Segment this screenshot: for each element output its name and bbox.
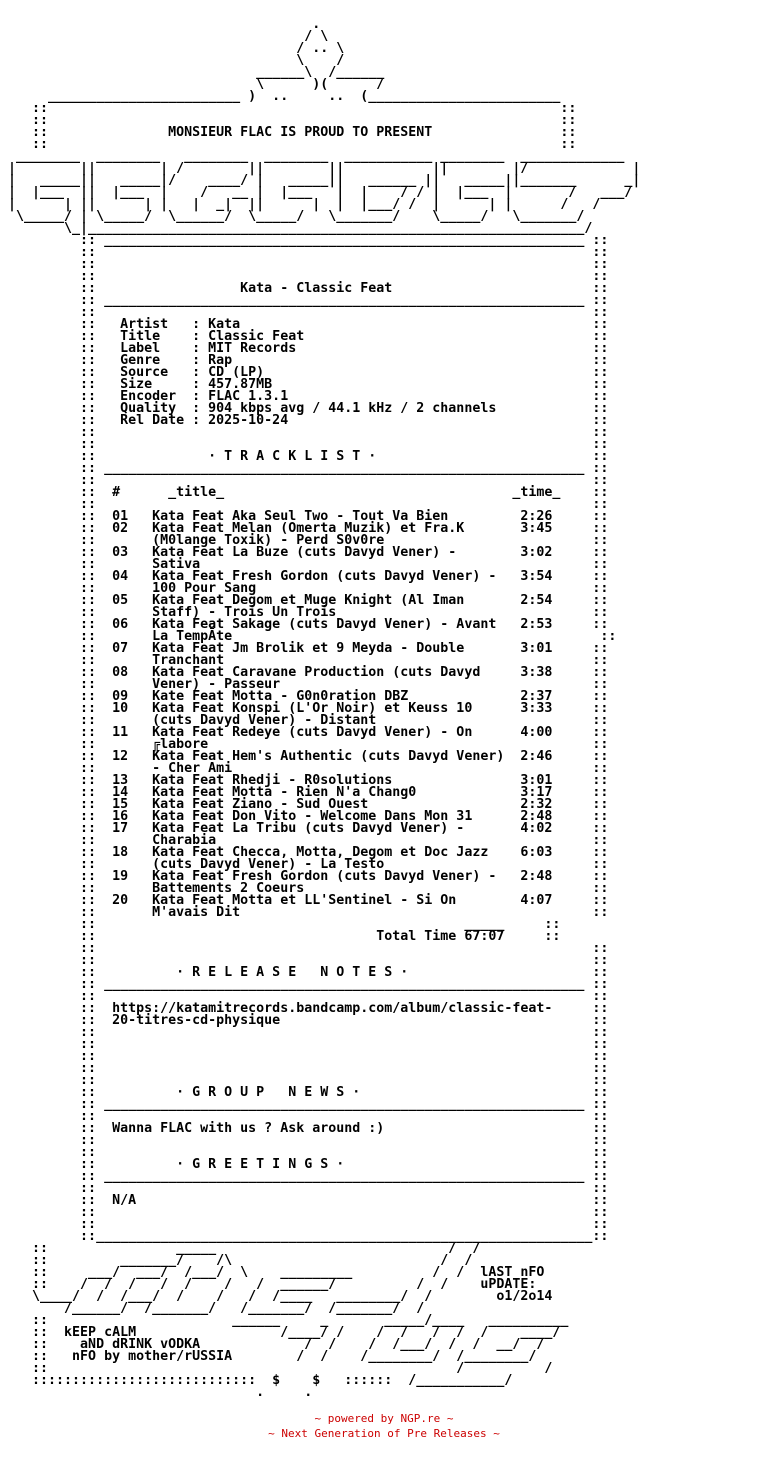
nfo-line: :: 20-titres-cd-physique ::	[0, 1013, 609, 1028]
nfo-line: :: 100 Pour Sang ::	[0, 581, 609, 596]
nfo-line: :: ::	[0, 425, 609, 440]
nfo-line: :: Kata - Classic Feat ::	[0, 281, 609, 296]
nfo-line: :: M'avais Dit ::	[0, 905, 609, 920]
nfo-line: :: Artist : Kata ::	[0, 317, 609, 332]
nfo-line: :: ::	[0, 473, 609, 488]
nfo-line: \ )( /	[0, 77, 385, 92]
nfo-line: ______\ /______	[0, 65, 385, 80]
nfo-line: :: 18 Kata Feat Checca, Motta, Degom et Doc Jazz 6:03 ::	[0, 845, 609, 860]
nfo-line: :: 02 Kata Feat Melan (Omerta Muzik) et Fra.K 3:45 ::	[0, 521, 609, 536]
nfo-line: :: ::	[0, 1025, 609, 1040]
nfo-line: :: 10 Kata Feat Konspi (L'Or Noir) et Keuss 10 3:33 ::	[0, 701, 609, 716]
nfo-line: :: 13 Kata Feat Rhedji - R0solutions 3:01 ::	[0, 773, 609, 788]
nfo-line: :: https://katamitrecords.bandcamp.com/album/classic-feat- ::	[0, 1001, 609, 1016]
nfo-line: :: kEEP cALM /____/ / / / / / / ____/	[0, 1325, 561, 1340]
nfo-line: | | || | | | _| || | | |___/ / | | | / /	[0, 197, 601, 212]
nfo-line: :: ::	[0, 1073, 609, 1088]
nfo-line: :: 08 Kata Feat Caravane Production (cuts Davyd 3:38 ::	[0, 665, 609, 680]
nfo-line: :: Label : MIT Records ::	[0, 341, 609, 356]
nfo-line: :: ::	[0, 989, 609, 1004]
nfo-line: :: ::	[0, 1145, 609, 1160]
nfo-line: ________ ________ ________ ________ ___________ ________ _____________	[0, 149, 625, 164]
nfo-line: :: ::	[0, 1181, 609, 1196]
nfo-line: :: 09 Kate Feat Motta - G0n0ration DBZ 2:37 ::	[0, 689, 609, 704]
nfo-line: :: ::	[0, 437, 609, 452]
nfo-line: :: 07 Kata Feat Jm Brolik et 9 Meyda - Double 3:01 ::	[0, 641, 609, 656]
nfo-line: :: ::	[0, 1217, 609, 1232]
nfo-line: :: 20 Kata Feat Motta et LL'Sentinel - Si On 4:07 ::	[0, 893, 609, 908]
nfo-line: :: _______/ /\ / /	[0, 1253, 473, 1268]
footer	[0, 1411, 768, 1441]
nfo-line: :: Source : CD (LP) ::	[0, 365, 609, 380]
nfo-line: / .. \	[0, 41, 345, 56]
nfo-line: | _____|| _____|/ ____/ | _____|| ______ || _____||_______ _|	[0, 173, 641, 188]
nfo-line: :: _____ / /	[0, 1241, 481, 1256]
nfo-line: :: · G R O U P N E W S · ::	[0, 1085, 609, 1100]
nfo-line: :: 06 Kata Feat Sakage (cuts Davyd Vener) - Avant 2:53 ::	[0, 617, 609, 632]
nfo-line: :: ____________________________________________________________ ::	[0, 977, 609, 992]
nfo-line: :: 01 Kata Feat Aka Seul Two - Tout Va Bien 2:26 ::	[0, 509, 609, 524]
nfo-line: :: Battements 2 Coeurs ::	[0, 881, 609, 896]
nfo-line: ________________________ ) .. .. (________________________	[0, 89, 561, 104]
nfo-line: :: Vener) - Passeur ::	[0, 677, 609, 692]
nfo-line: :: _____ ::	[0, 917, 561, 932]
nfo-line: :: / /	[0, 1361, 553, 1376]
nfo-line: .	[0, 17, 321, 32]
nfo-line: :: ::	[0, 1205, 609, 1220]
nfo-line: :: 16 Kata Feat Don Vito - Welcome Dans Mon 31 2:48 ::	[0, 809, 609, 824]
nfo-line: :: ::	[0, 245, 609, 260]
nfo-line: | |___ || |___ | / __ | |___ | | / / | |___ | / ___/	[0, 185, 633, 200]
nfo-line: :: ::	[0, 305, 609, 320]
nfo-line: :: Total Time 67:07 ::	[0, 929, 561, 944]
nfo-line: :: 15 Kata Feat Ziano - Sud Ouest 2:32 ::	[0, 797, 609, 812]
nfo-line: :: ::	[0, 1109, 609, 1124]
nfo-line: :: Quality : 904 kbps avg / 44.1 kHz / 2 channels ::	[0, 401, 609, 416]
nfo-line: :: ::	[0, 1049, 609, 1064]
nfo-line: :: Charabia ::	[0, 833, 609, 848]
nfo-line: :: 04 Kata Feat Fresh Gordon (cuts Davyd Vener) - 3:54 ::	[0, 569, 609, 584]
nfo-line: :: ::	[0, 101, 577, 116]
nfo-line: :: ::	[0, 497, 609, 512]
footer-tagline: ~ Next Generation of Pre Releases ~	[268, 1427, 500, 1440]
nfo-line: :: ____________________________________________________________ ::	[0, 1097, 609, 1112]
nfo-line: :: ::	[0, 941, 609, 956]
nfo-line: :: ::	[0, 257, 609, 272]
nfo-line: \ /	[0, 53, 345, 68]
nfo-line: :: - Cher Ami ::	[0, 761, 609, 776]
nfo-line: :::::::::::::::::::::::::::: $ $ :::::: /___________/	[0, 1373, 513, 1388]
nfo-line: /______/ /_______/ /_______/ /_______/ /	[0, 1301, 425, 1316]
nfo-line: :: (M0lange Toxik) - Perd S0v0re ::	[0, 533, 609, 548]
nfo-line: :: ______ _ _____/____ __________	[0, 1313, 569, 1328]
nfo-line: :: Encoder : FLAC 1.3.1 ::	[0, 389, 609, 404]
nfo-line: :: Staff) - Trois Un Trois ::	[0, 605, 609, 620]
nfo-line: :: ::	[0, 1061, 609, 1076]
nfo-line: :: ::	[0, 1037, 609, 1052]
nfo-line: :: / / / / / / / ______/ / / uPDATE:	[0, 1277, 537, 1292]
nfo-line: | || | / || || || |/ |	[0, 161, 641, 176]
nfo-line: :: Sativa ::	[0, 557, 609, 572]
nfo-line: :: La TempĀte ::	[0, 629, 617, 644]
nfo-line: :: Title : Classic Feat ::	[0, 329, 609, 344]
nfo-line: :: N/A ::	[0, 1193, 609, 1208]
nfo-line: :: (cuts Davyd Vener) - La Testo ::	[0, 857, 609, 872]
nfo-line: :: ____________________________________________________________ ::	[0, 1169, 609, 1184]
nfo-line: :: 12 Kata Feat Hem's Authentic (cuts Davyd Vener) 2:46 ::	[0, 749, 609, 764]
nfo-line: :: 11 Kata Feat Redeye (cuts Davyd Vener) - On 4:00 ::	[0, 725, 609, 740]
nfo-line: :: 05 Kata Feat Degom et Muge Knight (Al Iman 2:54 ::	[0, 593, 609, 608]
nfo-line: :: 03 Kata Feat La Buze (cuts Davyd Vener) - 3:02 ::	[0, 545, 609, 560]
nfo-line: :: ::	[0, 269, 609, 284]
nfo-line: :: ::	[0, 1133, 609, 1148]
nfo-line: :: 17 Kata Feat La Tribu (cuts Davyd Vener) - 4:02 ::	[0, 821, 609, 836]
nfo-line: :: Wanna FLAC with us ? Ask around :) ::	[0, 1121, 609, 1136]
nfo-line: :: ╔labore ::	[0, 737, 609, 752]
nfo-line: :: nFO by mother/rUSSIA / / /________/ /________/	[0, 1349, 537, 1364]
nfo-line: :: Rel Date : 2025-10-24 ::	[0, 413, 609, 428]
nfo-line: \_|______________________________________________________________/	[0, 221, 593, 236]
nfo-line: :: ::	[0, 137, 577, 152]
nfo-line: :: ____________________________________________________________ ::	[0, 461, 609, 476]
nfo-line: \_____/ | \_____/ \______/ \_____/ \_______/ \_____/ \_______/	[0, 209, 585, 224]
nfo-line: :: · T R A C K L I S T · ::	[0, 449, 609, 464]
nfo-line: :: ____________________________________________________________ ::	[0, 293, 609, 308]
nfo-line: :: ____________________________________________________________ ::	[0, 233, 609, 248]
nfo-line: :: ::	[0, 953, 609, 968]
nfo-line: :: · G R E E T I N G S · ::	[0, 1157, 609, 1172]
footer-powered-by: ~ powered by NGP.re ~	[314, 1412, 454, 1425]
nfo-line: :: · R E L E A S E N O T E S · ::	[0, 965, 609, 980]
nfo-line: :: (cuts Davyd Vener) - Distant ::	[0, 713, 609, 728]
nfo-line: \____/ / /___/ / / / /____ ________/ / o1/2o14	[0, 1289, 553, 1304]
nfo-line: :: 19 Kata Feat Fresh Gordon (cuts Davyd Vener) - 2:48 ::	[0, 869, 609, 884]
nfo-line: ::______________________________________________________________::	[0, 1229, 609, 1244]
nfo-line: :: 14 Kata Feat Motta - Rien N'a Chang0 3:17 ::	[0, 785, 609, 800]
nfo-line: :: aND dRINK vODKA / / / /___/ / / __/ /	[0, 1337, 545, 1352]
nfo-line: / \	[0, 29, 329, 44]
nfo-line: :: MONSIEUR FLAC IS PROUD TO PRESENT ::	[0, 125, 577, 140]
nfo-line: :: ___/ ___/ /___/ \ _________ / / lAST nFO	[0, 1265, 545, 1280]
nfo-line: . .	[0, 1385, 313, 1400]
nfo-line: :: Genre : Rap ::	[0, 353, 609, 368]
nfo-line: :: ::	[0, 113, 577, 128]
nfo-line: :: # _title_ _time_ ::	[0, 485, 609, 500]
nfo-document	[0, 19, 768, 1399]
nfo-line: :: Tranchant ::	[0, 653, 609, 668]
nfo-line: :: Size : 457.87MB ::	[0, 377, 609, 392]
